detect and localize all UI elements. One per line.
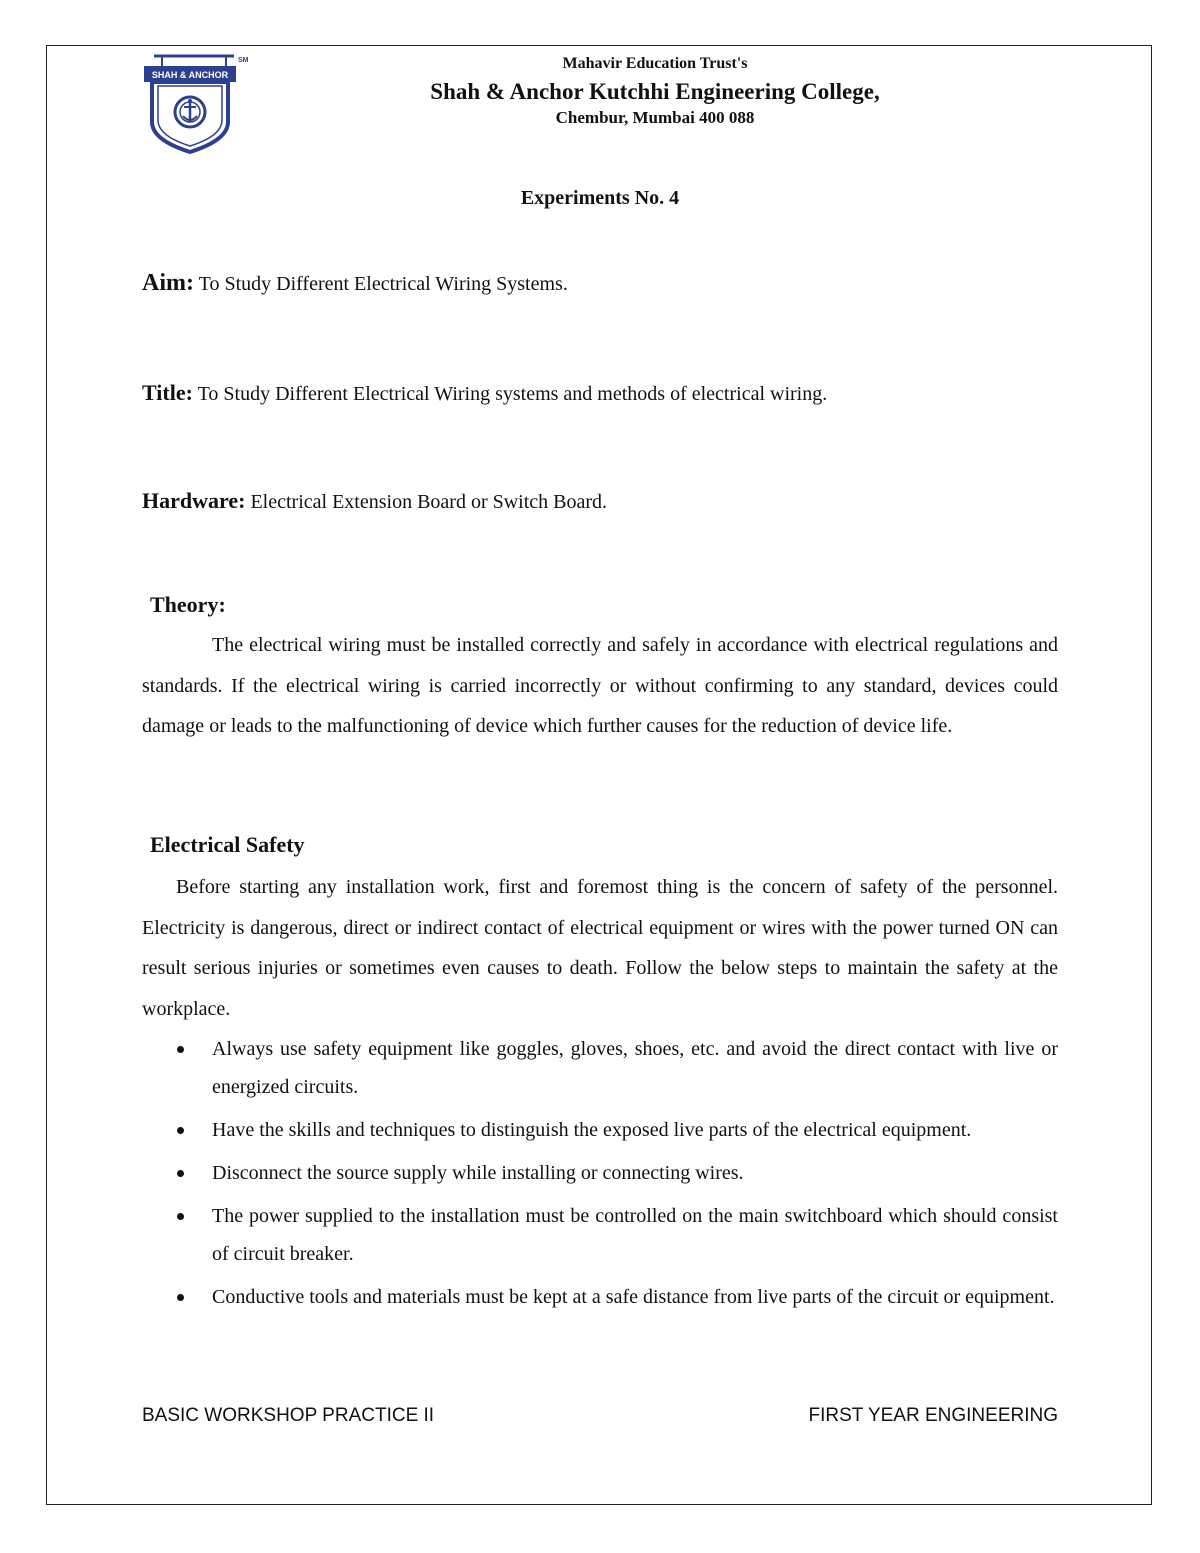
title-label: Title: [142,380,193,405]
logo-sm-mark: SM [238,57,249,64]
college-address: Chembur, Mumbai 400 088 [555,108,755,127]
footer-year: FIRST YEAR ENGINEERING [808,1405,1058,1426]
title-line [142,380,1062,406]
college-logo [138,52,250,156]
college-name: Shah & Anchor Kutchhi Engineering College, [430,79,880,104]
title-text: To Study Different Electrical Wiring systems and methods of electrical wiring. [197,383,828,405]
hardware-text: Electrical Extension Board or Switch Board. [250,491,608,513]
footer-course: BASIC WORKSHOP PRACTICE II [142,1405,435,1426]
aim-line [142,270,1062,297]
safety-bullet-list [142,1030,1058,1321]
safety-paragraph: Before starting any installation work, first and foremost thing is the concern of safety of the personnel. Electricity is dangerous, direct or indirect contact of electrical equipment or wires with the power turned ON can result serious injuries or sometimes even causes to death. Follow the below steps to maintain the safety at the workplace. [142,876,1058,1020]
experiment-title: Experiments No. 4 [520,187,680,209]
theory-paragraph: The electrical wiring must be installed correctly and safely in accordance with electrical regulations and standards. If the electrical wiring is carried incorrectly or without confirming to any standard, devices could damage or leads to the malfunctioning of device which further causes for the reduction of device life. [142,634,1058,737]
trust-name: Mahavir Education Trust's [562,55,748,72]
aim-text: To Study Different Electrical Wiring Systems. [198,273,568,295]
hardware-line [142,488,1062,514]
logo-banner-text: SHAH & ANCHOR [151,70,229,80]
safety-heading: Electrical Safety [150,832,305,857]
list-item: The power supplied to the installation must be controlled on the main switchboard which should consist of circuit breaker. [142,1197,1058,1273]
list-item: Disconnect the source supply while installing or connecting wires. [142,1154,1058,1192]
list-item: Have the skills and techniques to distinguish the exposed live parts of the electrical equipment. [142,1111,1058,1149]
list-item: Always use safety equipment like goggles, gloves, shoes, etc. and avoid the direct contact with live or energized circuits. [142,1030,1058,1106]
list-item: Conductive tools and materials must be kept at a safe distance from live parts of the circuit or equipment. [142,1278,1058,1316]
aim-label: Aim: [142,270,194,296]
theory-heading: Theory: [150,592,226,617]
hardware-label: Hardware: [142,488,246,513]
